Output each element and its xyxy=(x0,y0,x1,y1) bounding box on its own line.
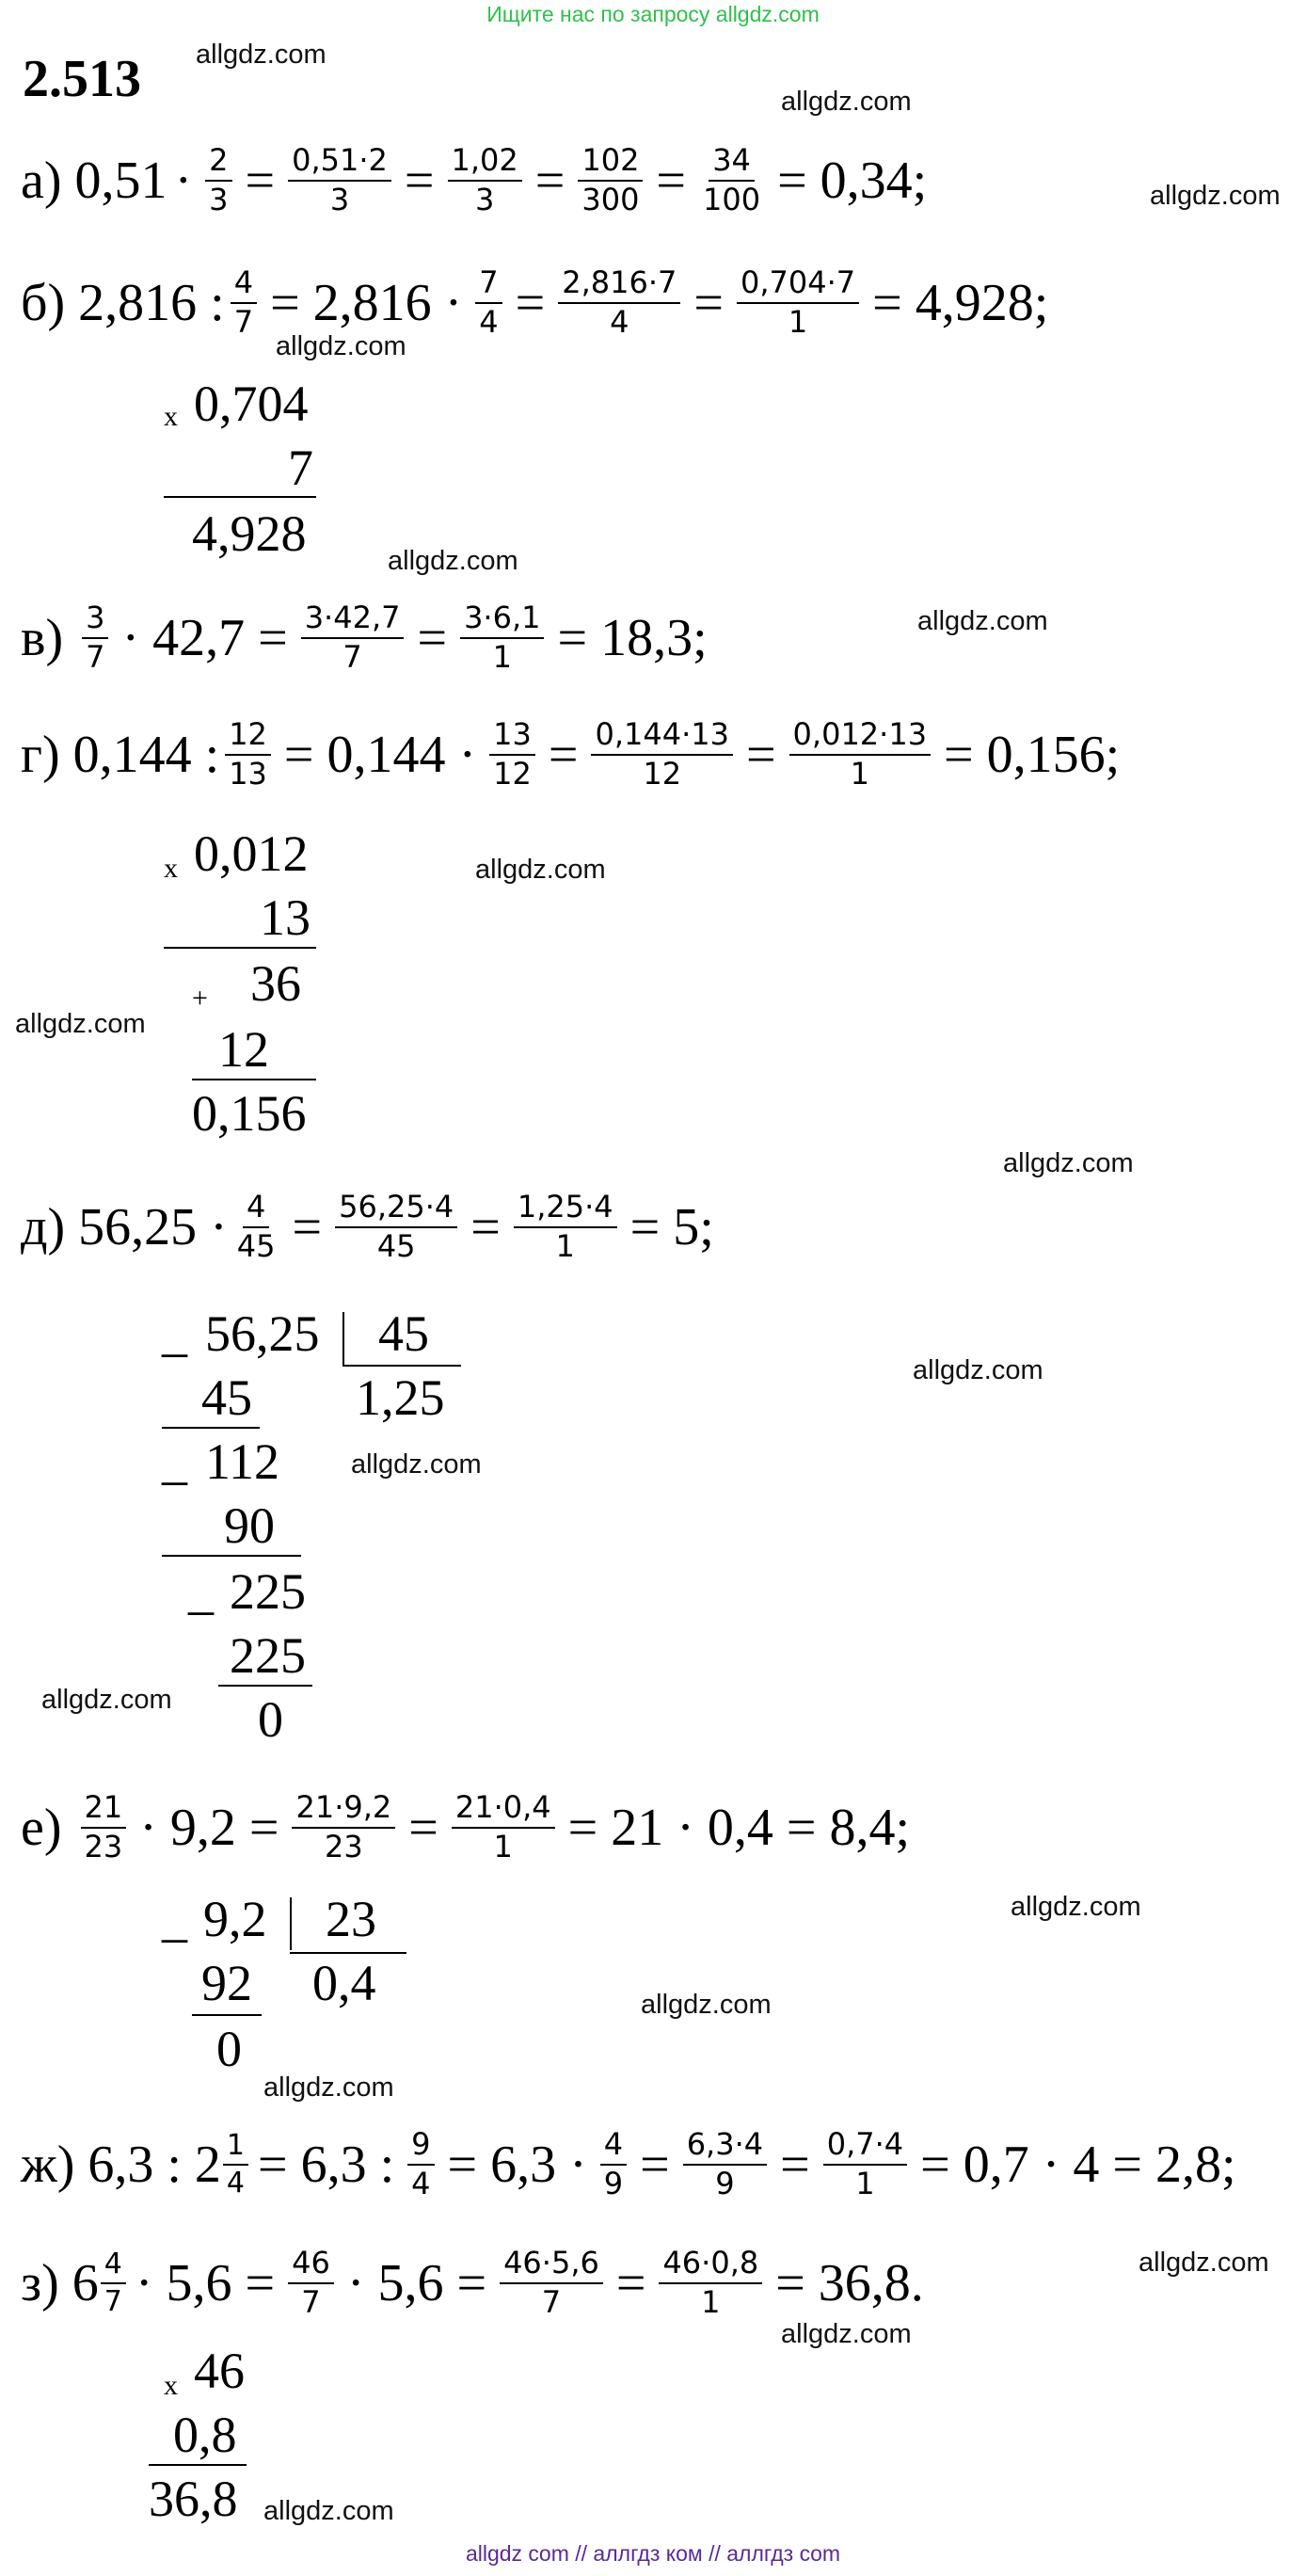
watermark: allgdz.com xyxy=(475,855,606,885)
dividend: 9,2 xyxy=(203,1891,267,1947)
factor: 46 xyxy=(194,2343,245,2399)
partial: 36 xyxy=(250,955,301,1012)
product: 0,156 xyxy=(192,1085,307,1142)
division-bar xyxy=(290,1897,292,1950)
fraction: $\frac{21\cdot 0,4}{1}$ xyxy=(452,1791,555,1864)
minus-sign: _ xyxy=(162,1433,187,1490)
fraction: $\frac{1,02}{3}$ xyxy=(448,144,522,217)
subtrahend: 92 xyxy=(201,1955,252,2011)
multiply-sign: x xyxy=(164,2370,178,2401)
mixed-number: 6,3 : 2 $\frac{1}{4}$ xyxy=(88,2130,250,2199)
divisor: 23 xyxy=(326,1891,376,1947)
calc-line xyxy=(218,1685,312,1687)
label-z: з) xyxy=(21,2254,59,2312)
division-bar xyxy=(342,1312,344,1365)
calc-line xyxy=(162,1427,260,1429)
multiply-sign: x xyxy=(164,853,178,884)
fraction: $\frac{0,144\cdot 13}{12}$ xyxy=(591,718,733,792)
equals: = xyxy=(693,274,724,332)
remainder: 112 xyxy=(205,1433,279,1490)
factor: 7 xyxy=(288,440,313,496)
calc-line xyxy=(149,2464,247,2466)
equals: = xyxy=(245,152,276,210)
equals: = xyxy=(408,1799,438,1857)
label-zh: ж) xyxy=(21,2136,75,2194)
watermark: allgdz.com xyxy=(1003,1148,1134,1178)
divisor: 45 xyxy=(378,1305,429,1362)
calc-line xyxy=(162,1555,301,1557)
watermark: allgdz.com xyxy=(1011,1892,1141,1922)
equals: = xyxy=(656,152,687,210)
equals: = xyxy=(780,2136,810,2194)
result: = 4,928; xyxy=(872,274,1049,332)
fraction: $\frac{3}{7}$ xyxy=(82,601,108,675)
product: 4,928 xyxy=(192,505,307,562)
watermark: allgdz.com xyxy=(41,1685,172,1715)
fraction: $\frac{1,25\cdot 4}{1}$ xyxy=(514,1191,617,1264)
remainder: 0 xyxy=(258,1691,283,1748)
line-zh xyxy=(21,2125,1244,2204)
expression: · 5,6 = xyxy=(346,2254,487,2312)
calc-line xyxy=(192,2014,262,2016)
watermark: allgdz.com xyxy=(263,2496,394,2526)
watermark: allgdz.com xyxy=(641,1990,772,2020)
factor: 13 xyxy=(260,889,311,946)
calc-line xyxy=(192,1079,316,1080)
fraction: $\frac{13}{12}$ xyxy=(489,718,535,792)
watermark: allgdz.com xyxy=(917,606,1048,636)
label-v: в) xyxy=(21,609,64,667)
line-g xyxy=(21,715,1127,794)
number: 56,25 · xyxy=(78,1198,228,1256)
expression: = 6,3 : xyxy=(258,2136,395,2194)
calc-line xyxy=(164,496,316,498)
fraction: $\frac{4}{9}$ xyxy=(600,2128,627,2201)
footer-links[interactable]: allgdz com // аллгдз ком // аллгдз com xyxy=(465,2541,841,2566)
number: 0,51 xyxy=(74,152,167,210)
fraction: $\frac{2,816\cdot 7}{4}$ xyxy=(558,266,680,340)
line-e xyxy=(21,1788,917,1867)
watermark: allgdz.com xyxy=(1139,2248,1269,2278)
fraction: $\frac{6,3\cdot 4}{9}$ xyxy=(683,2128,767,2201)
fraction: $\frac{4}{7}$ xyxy=(231,266,257,340)
quotient: 1,25 xyxy=(356,1369,445,1426)
label-a: а) xyxy=(21,152,62,210)
fraction: $\frac{4}{7}$ xyxy=(101,2248,126,2317)
fraction: $\frac{34}{100}$ xyxy=(703,142,761,217)
fraction: $\frac{9}{4}$ xyxy=(407,2128,434,2201)
equals: = xyxy=(548,726,579,784)
fraction: $\frac{21\cdot 9,2}{23}$ xyxy=(292,1791,395,1864)
result: = 0,7 · 4 = 2,8; xyxy=(920,2136,1236,2194)
mixed-number: 6 $\frac{4}{7}$ xyxy=(72,2248,128,2317)
quotient: 0,4 xyxy=(312,1955,376,2011)
label-g: г) xyxy=(21,726,60,784)
minus-sign: _ xyxy=(188,1563,214,1620)
fraction: $\frac{4}{45}$ xyxy=(236,1189,276,1264)
watermark: allgdz.com xyxy=(781,87,912,117)
result: = 5; xyxy=(629,1198,714,1256)
fraction: $\frac{3\cdot 42,7}{7}$ xyxy=(301,601,405,675)
remainder: 225 xyxy=(230,1563,306,1620)
watermark: allgdz.com xyxy=(388,546,518,576)
subtrahend: 45 xyxy=(201,1369,252,1426)
watermark: allgdz.com xyxy=(781,2319,912,2349)
equals: = xyxy=(417,609,448,667)
result: = 36,8. xyxy=(775,2254,924,2312)
number: 0,144 : xyxy=(72,726,220,784)
equals: = xyxy=(615,2254,646,2312)
equals: = xyxy=(404,152,435,210)
line-b xyxy=(21,264,1056,343)
equals: = xyxy=(640,2136,670,2194)
fraction: $\frac{56,25\cdot 4}{45}$ xyxy=(335,1191,457,1264)
fraction: $\frac{0,7\cdot 4}{1}$ xyxy=(823,2128,907,2201)
equals: = xyxy=(745,726,776,784)
expression: · 5,6 = xyxy=(135,2254,276,2312)
dividend: 56,25 xyxy=(205,1305,320,1362)
line-d xyxy=(21,1188,722,1267)
fraction: $\frac{46\cdot 5,6}{7}$ xyxy=(500,2247,603,2320)
number: 2,816 : xyxy=(78,274,225,332)
label-b: б) xyxy=(21,274,66,332)
fraction: $\frac{3\cdot 6,1}{1}$ xyxy=(460,601,544,675)
fraction: $\frac{1}{4}$ xyxy=(223,2130,248,2199)
fraction: $\frac{0,51\cdot 2}{3}$ xyxy=(288,144,391,217)
factor: 0,8 xyxy=(173,2407,237,2463)
result: = 0,34; xyxy=(777,152,928,210)
partial: 12 xyxy=(218,1021,269,1078)
equals: = xyxy=(534,152,565,210)
watermark: allgdz.com xyxy=(351,1449,482,1480)
fraction: $\frac{21}{23}$ xyxy=(81,1791,127,1864)
label-d: д) xyxy=(21,1198,66,1256)
calc-line xyxy=(164,947,316,949)
fraction: $\frac{2}{3}$ xyxy=(205,144,231,217)
watermark: allgdz.com xyxy=(1150,181,1281,211)
plus-sign: + xyxy=(192,983,208,1014)
product: 36,8 xyxy=(149,2471,238,2527)
problem-number: 2.513 xyxy=(23,50,141,108)
watermark: allgdz.com xyxy=(276,331,406,361)
fraction: $\frac{46\cdot 0,8}{1}$ xyxy=(659,2247,762,2320)
watermark: allgdz.com xyxy=(15,1009,146,1039)
minus-sign: _ xyxy=(162,1305,187,1362)
expression: = 6,3 · xyxy=(447,2136,587,2194)
fraction: $\frac{12}{13}$ xyxy=(225,718,271,792)
calc-line xyxy=(342,1365,461,1367)
equals: = xyxy=(470,1198,501,1256)
top-banner[interactable]: Ищите нас по запросу allgdz.com xyxy=(486,2,820,26)
remainder: 0 xyxy=(216,2021,242,2077)
multiply-sign: x xyxy=(164,401,178,432)
subtrahend: 90 xyxy=(224,1497,275,1554)
result: = 0,156; xyxy=(944,726,1121,784)
line-z xyxy=(21,2244,932,2323)
watermark: allgdz.com xyxy=(263,2072,394,2103)
equals: = xyxy=(292,1198,323,1256)
times: · xyxy=(174,152,193,210)
result: = 18,3; xyxy=(557,609,708,667)
minus-sign: _ xyxy=(162,1891,187,1947)
expression: = 2,816 · xyxy=(270,274,463,332)
watermark: allgdz.com xyxy=(913,1355,1043,1385)
expression: · 9,2 = xyxy=(139,1799,279,1857)
subtrahend: 225 xyxy=(230,1627,306,1684)
expression: = 0,144 · xyxy=(283,726,477,784)
fraction: $\frac{7}{4}$ xyxy=(475,266,502,340)
fraction: $\frac{46}{7}$ xyxy=(288,2247,334,2320)
line-a xyxy=(21,141,934,220)
expression: · 42,7 = xyxy=(121,609,288,667)
watermark: allgdz.com xyxy=(196,40,326,70)
fraction: $\frac{0,012\cdot 13}{1}$ xyxy=(789,718,932,792)
result: = 21 · 0,4 = 8,4; xyxy=(567,1799,910,1857)
factor: 0,012 xyxy=(194,825,309,882)
label-e: е) xyxy=(21,1799,62,1857)
fraction: $\frac{102}{300}$ xyxy=(578,144,643,217)
line-v xyxy=(21,599,715,678)
factor: 0,704 xyxy=(194,376,309,432)
equals: = xyxy=(515,274,546,332)
fraction: $\frac{0,704\cdot 7}{1}$ xyxy=(737,266,859,340)
